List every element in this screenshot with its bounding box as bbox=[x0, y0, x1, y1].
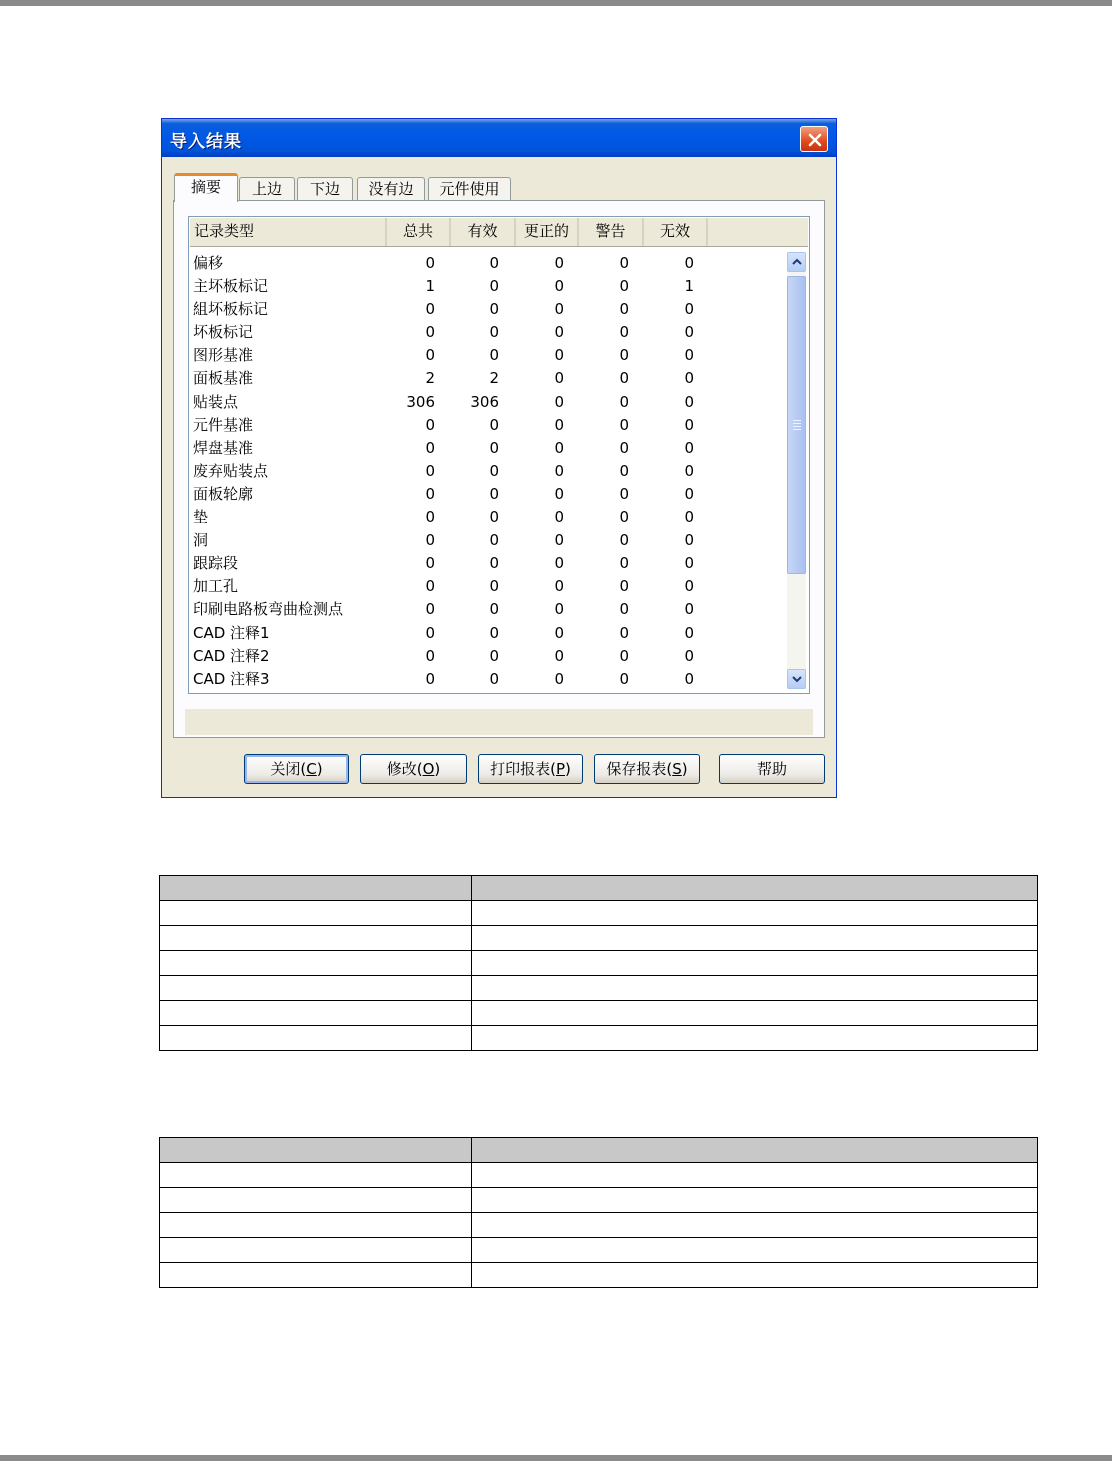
table-row bbox=[160, 926, 1038, 951]
list-item[interactable] bbox=[193, 391, 788, 414]
record-count: 0 bbox=[619, 600, 629, 619]
record-type-name: 面板基准 bbox=[193, 369, 254, 388]
list-item[interactable] bbox=[193, 645, 788, 668]
list-item[interactable] bbox=[193, 414, 788, 437]
column-header-record-type[interactable]: 记录类型 bbox=[190, 218, 387, 246]
record-count: 0 bbox=[425, 254, 435, 272]
close-icon[interactable] bbox=[800, 126, 828, 152]
close-button-suffix: ) bbox=[316, 760, 323, 778]
scroll-up-button[interactable] bbox=[787, 252, 806, 272]
record-count: 0 bbox=[489, 254, 499, 272]
list-item[interactable] bbox=[193, 460, 788, 483]
record-count: 0 bbox=[554, 508, 564, 527]
record-count: 0 bbox=[489, 600, 499, 619]
tab-component-usage[interactable]: 元件使用 bbox=[428, 177, 511, 201]
record-count: 0 bbox=[425, 646, 435, 665]
record-count: 0 bbox=[619, 323, 629, 342]
vertical-scrollbar[interactable] bbox=[787, 252, 806, 689]
record-count: 0 bbox=[425, 323, 435, 342]
record-count: 0 bbox=[489, 484, 499, 503]
record-type-name: 偏移 bbox=[193, 254, 224, 272]
record-type-name: 組坏板标记 bbox=[193, 300, 269, 319]
record-count: 0 bbox=[489, 323, 499, 342]
table-row bbox=[160, 1213, 1038, 1238]
page-bottom-rule bbox=[0, 1455, 1112, 1461]
thumb-grip bbox=[793, 429, 801, 430]
record-count: 0 bbox=[489, 508, 499, 527]
record-type-name: 贴装点 bbox=[193, 392, 239, 411]
status-strip bbox=[185, 709, 813, 735]
record-count: 0 bbox=[554, 669, 564, 688]
record-count: 0 bbox=[684, 254, 694, 272]
record-count: 0 bbox=[619, 346, 629, 365]
close-button-mnemonic: C bbox=[306, 760, 317, 778]
import-results-dialog bbox=[161, 118, 837, 798]
column-header-total[interactable]: 总共 bbox=[387, 218, 451, 246]
scroll-thumb[interactable] bbox=[787, 276, 806, 574]
record-count: 0 bbox=[619, 461, 629, 480]
record-count: 2 bbox=[425, 369, 435, 388]
record-count: 0 bbox=[619, 508, 629, 527]
modify-button-label: 修改( bbox=[386, 760, 423, 778]
record-count: 1 bbox=[425, 277, 435, 296]
record-count: 0 bbox=[684, 415, 694, 434]
table-header-cell bbox=[472, 1138, 1038, 1163]
record-count: 0 bbox=[554, 623, 564, 642]
record-count: 0 bbox=[619, 623, 629, 642]
column-header-invalid[interactable]: 无效 bbox=[644, 218, 708, 246]
record-type-name: 面板轮廓 bbox=[193, 484, 254, 503]
record-type-name: 加工孔 bbox=[193, 577, 239, 596]
table-row bbox=[160, 951, 1038, 976]
list-item[interactable] bbox=[193, 298, 788, 321]
list-item[interactable] bbox=[193, 668, 788, 691]
record-count: 0 bbox=[619, 577, 629, 596]
table-row bbox=[160, 1001, 1038, 1026]
table-row bbox=[160, 1188, 1038, 1213]
dialog-title: 导入结果 bbox=[170, 132, 242, 152]
record-count: 0 bbox=[684, 577, 694, 596]
record-count: 0 bbox=[684, 300, 694, 319]
list-item[interactable] bbox=[193, 483, 788, 506]
summary-tab-panel bbox=[173, 200, 825, 738]
record-count: 0 bbox=[554, 484, 564, 503]
print-report-button-label: 打印报表( bbox=[490, 760, 556, 778]
list-item[interactable] bbox=[193, 552, 788, 575]
modify-button[interactable] bbox=[360, 754, 467, 784]
record-count: 0 bbox=[489, 346, 499, 365]
record-count: 0 bbox=[619, 277, 629, 296]
record-count: 0 bbox=[489, 623, 499, 642]
record-count: 0 bbox=[554, 254, 564, 272]
save-report-button-label: 保存报表( bbox=[606, 760, 673, 778]
thumb-grip bbox=[793, 423, 801, 424]
tab-top-side[interactable]: 上边 bbox=[239, 177, 295, 201]
record-count: 0 bbox=[684, 669, 694, 688]
table-row bbox=[160, 1163, 1038, 1188]
record-count: 0 bbox=[619, 415, 629, 434]
close-button-label: 关闭( bbox=[270, 760, 307, 778]
record-count: 0 bbox=[425, 554, 435, 573]
record-type-name: 印刷电路板弯曲检测点 bbox=[193, 600, 344, 619]
list-item[interactable] bbox=[193, 344, 788, 367]
record-type-name: 洞 bbox=[193, 531, 209, 550]
record-type-name: 废弃贴装点 bbox=[193, 461, 269, 480]
record-count: 0 bbox=[425, 508, 435, 527]
record-count: 0 bbox=[425, 346, 435, 365]
list-item[interactable] bbox=[193, 437, 788, 460]
record-count: 0 bbox=[425, 577, 435, 596]
record-count: 0 bbox=[684, 369, 694, 388]
record-count: 0 bbox=[684, 623, 694, 642]
record-type-name: 跟踪段 bbox=[193, 554, 239, 573]
record-count: 0 bbox=[554, 392, 564, 411]
record-type-name: 图形基准 bbox=[193, 346, 254, 365]
reference-table-1 bbox=[159, 875, 1038, 1051]
record-type-name: CAD 注释1 bbox=[193, 623, 270, 642]
reference-table-2 bbox=[159, 1137, 1038, 1288]
record-count: 0 bbox=[554, 461, 564, 480]
record-count: 0 bbox=[619, 669, 629, 688]
record-count: 0 bbox=[554, 554, 564, 573]
chevron-down-icon bbox=[792, 675, 802, 683]
tab-summary[interactable]: 摘要 bbox=[174, 173, 238, 202]
list-item[interactable] bbox=[193, 275, 788, 298]
record-count: 0 bbox=[489, 669, 499, 688]
tab-no-side[interactable]: 没有边 bbox=[357, 177, 425, 201]
table-row bbox=[160, 1238, 1038, 1263]
list-item[interactable] bbox=[193, 598, 788, 621]
record-count: 306 bbox=[406, 392, 435, 411]
modify-button-mnemonic: O bbox=[422, 760, 435, 778]
column-header-corrected[interactable]: 更正的 bbox=[516, 218, 579, 246]
record-count: 0 bbox=[554, 346, 564, 365]
record-count: 0 bbox=[425, 484, 435, 503]
record-type-name: 元件基准 bbox=[193, 415, 254, 434]
record-count: 0 bbox=[425, 531, 435, 550]
record-count: 0 bbox=[489, 415, 499, 434]
record-type-name: 坏板标记 bbox=[193, 323, 254, 342]
thumb-grip bbox=[793, 420, 801, 421]
record-type-name: 垫 bbox=[193, 508, 209, 527]
record-count: 0 bbox=[619, 554, 629, 573]
record-count: 0 bbox=[684, 531, 694, 550]
table-row bbox=[160, 976, 1038, 1001]
close-button[interactable] bbox=[244, 754, 349, 784]
chevron-up-icon bbox=[792, 258, 802, 266]
record-count: 0 bbox=[619, 484, 629, 503]
record-count: 0 bbox=[425, 669, 435, 688]
table-row bbox=[160, 1026, 1038, 1051]
thumb-grip bbox=[793, 426, 801, 427]
record-type-name: CAD 注释3 bbox=[193, 669, 270, 688]
record-count: 0 bbox=[489, 277, 499, 296]
record-count: 0 bbox=[554, 577, 564, 596]
record-count: 0 bbox=[554, 600, 564, 619]
table-header-cell bbox=[160, 1138, 472, 1163]
list-item[interactable] bbox=[193, 367, 788, 390]
print-report-button-mnemonic: P bbox=[555, 760, 566, 778]
modify-button-suffix: ) bbox=[434, 760, 441, 778]
help-button[interactable] bbox=[719, 754, 825, 784]
column-header-valid[interactable]: 有效 bbox=[451, 218, 516, 246]
record-count: 0 bbox=[619, 531, 629, 550]
record-count: 0 bbox=[425, 623, 435, 642]
record-count: 0 bbox=[554, 300, 564, 319]
record-count: 0 bbox=[554, 323, 564, 342]
column-header-warning[interactable]: 警告 bbox=[579, 218, 644, 246]
record-count: 0 bbox=[619, 369, 629, 388]
table-header-cell bbox=[472, 876, 1038, 901]
list-item[interactable] bbox=[193, 252, 788, 275]
record-count: 0 bbox=[425, 300, 435, 319]
record-count: 0 bbox=[489, 438, 499, 457]
record-count: 2 bbox=[489, 369, 499, 388]
record-count: 0 bbox=[619, 392, 629, 411]
record-count: 0 bbox=[489, 531, 499, 550]
table-header-cell bbox=[160, 876, 472, 901]
record-count: 0 bbox=[684, 346, 694, 365]
record-count: 0 bbox=[489, 577, 499, 596]
record-count: 0 bbox=[684, 461, 694, 480]
record-count: 0 bbox=[425, 461, 435, 480]
record-count: 306 bbox=[470, 392, 499, 411]
record-count: 0 bbox=[554, 438, 564, 457]
page-top-rule bbox=[0, 0, 1112, 6]
list-header bbox=[190, 218, 808, 247]
record-count: 0 bbox=[684, 554, 694, 573]
list-item[interactable] bbox=[193, 622, 788, 645]
record-count: 0 bbox=[619, 300, 629, 319]
save-report-button-mnemonic: S bbox=[672, 760, 682, 778]
record-count: 0 bbox=[554, 646, 564, 665]
record-count: 0 bbox=[489, 646, 499, 665]
title-bar[interactable] bbox=[162, 119, 836, 157]
record-count: 0 bbox=[554, 415, 564, 434]
help-button-label: 帮助 bbox=[756, 760, 787, 778]
list-item[interactable] bbox=[193, 506, 788, 529]
list-item[interactable] bbox=[193, 575, 788, 598]
record-count: 0 bbox=[684, 508, 694, 527]
record-count: 0 bbox=[619, 438, 629, 457]
record-count: 0 bbox=[684, 323, 694, 342]
list-item[interactable] bbox=[193, 321, 788, 344]
record-count: 0 bbox=[489, 461, 499, 480]
record-count: 0 bbox=[489, 300, 499, 319]
record-type-name: CAD 注释2 bbox=[193, 646, 270, 665]
record-count: 0 bbox=[684, 438, 694, 457]
record-type-name: 主坏板标记 bbox=[193, 277, 269, 296]
record-count: 0 bbox=[619, 646, 629, 665]
record-count: 0 bbox=[684, 600, 694, 619]
record-count: 0 bbox=[619, 254, 629, 272]
print-report-button[interactable] bbox=[478, 754, 583, 784]
record-count: 0 bbox=[684, 392, 694, 411]
save-report-button[interactable] bbox=[594, 754, 700, 784]
record-count: 0 bbox=[684, 484, 694, 503]
record-count: 0 bbox=[684, 646, 694, 665]
record-type-name: 焊盘基准 bbox=[193, 438, 254, 457]
record-count: 0 bbox=[554, 369, 564, 388]
table-row bbox=[160, 901, 1038, 926]
record-count: 0 bbox=[554, 277, 564, 296]
scroll-down-button[interactable] bbox=[787, 669, 806, 689]
record-count: 0 bbox=[425, 415, 435, 434]
record-count: 0 bbox=[425, 438, 435, 457]
record-rows bbox=[193, 252, 788, 691]
record-type-list[interactable] bbox=[188, 216, 810, 694]
record-count: 1 bbox=[684, 277, 694, 296]
save-report-button-suffix: ) bbox=[681, 760, 688, 778]
record-count: 0 bbox=[425, 600, 435, 619]
record-count: 0 bbox=[489, 554, 499, 573]
table-row bbox=[160, 1263, 1038, 1288]
print-report-button-suffix: ) bbox=[565, 760, 571, 778]
tab-bottom-side[interactable]: 下边 bbox=[297, 177, 353, 201]
record-count: 0 bbox=[554, 531, 564, 550]
list-item[interactable] bbox=[193, 529, 788, 552]
